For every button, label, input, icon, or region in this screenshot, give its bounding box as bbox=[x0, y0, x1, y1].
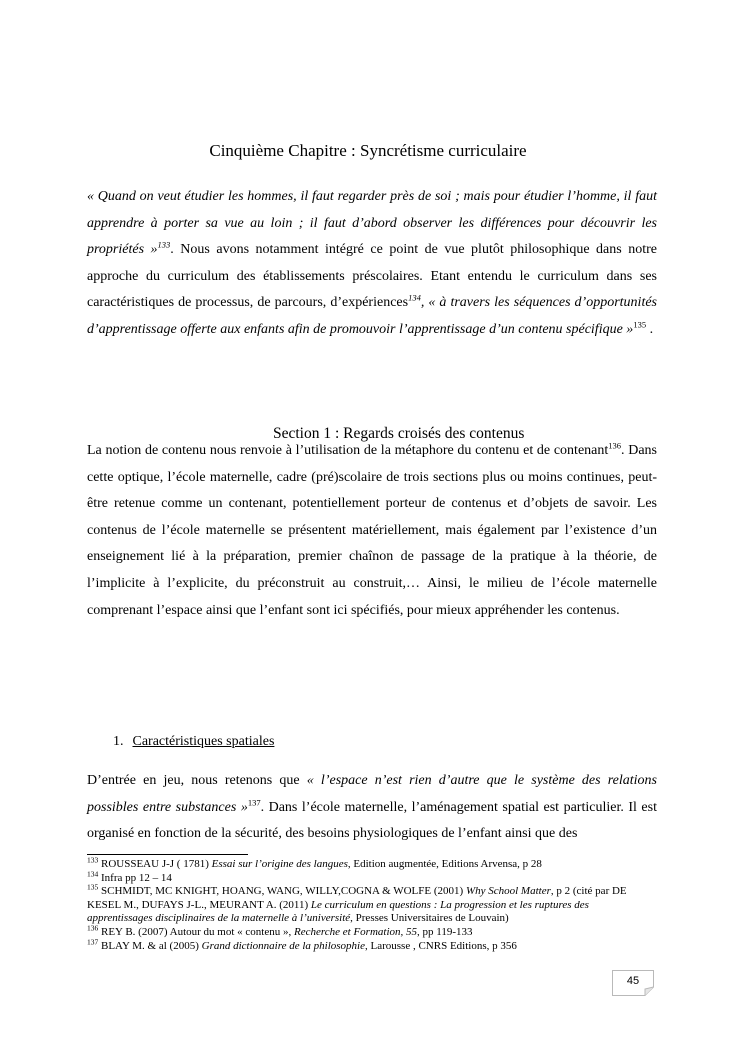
page-number: 45 bbox=[626, 975, 640, 987]
list-heading bbox=[113, 734, 274, 750]
rousseau-quote: « Quand on veut étudier les hommes, il faut regarder près de soi ; mais pour étudier l’homme, il faut apprendre à porter sa vue au loin ; il faut d’abord observer les différences pour découvrir les propriétés » bbox=[87, 189, 657, 258]
section-title: Section 1 : Regards croisés des contenus bbox=[273, 425, 525, 442]
footnote-ref-136[interactable]: 136 bbox=[608, 440, 622, 451]
footnote-ref-133[interactable]: 133 bbox=[157, 239, 171, 250]
footnote-separator bbox=[87, 854, 248, 855]
chapter-title: Cinquième Chapitre : Syncrétisme curriculaire bbox=[209, 141, 527, 160]
list-heading-label: Caractéristiques spatiales bbox=[132, 734, 275, 749]
page-number-box bbox=[612, 970, 654, 996]
spatial-paragraph: D’entrée en jeu, nous retenons que « l’espace n’est rien d’autre que le système des relations possibles entre substances »$^{137}$. Dans l’école maternelle, l’aménagement spatial est particulier. Il est organisé en fonction de la sécurité, des besoins physiologiques de l’enfant ainsi que des bbox=[87, 773, 658, 842]
intro-paragraph: « Quand on veut étudier les hommes, il faut regarder près de soi ; mais pour étudier l’homme, il faut apprendre à porter sa vue au loin ; il faut d’abord observer les différences pour découvrir les propriétés »$^{133}$. Nous avons notamment intégré ce point de vue plutôt philosophique dans notre approche du curriculum des établissements préscolaires. Etant entendu le curriculum dans ses caractéristiques de processus, de parcours, d’expériences$^{134}$, « à travers les séquences d’opportunités d’apprentissage offerte aux enfants afin de promouvoir l’apprentissage d’un contenu spécifique »$^{135}$ . bbox=[87, 189, 657, 337]
section-paragraph: La notion de contenu nous renvoie à l’utilisation de la métaphore du contenu et de contenant$^{136}$. Dans cette optique, l’école maternelle, cadre (pré)scolaire de trois sections plus ou moins continues, peut-être retenue comme un contenant, potentiellement porteur de contenus et d’objets de savoir. Les contenus de l’école maternelle se présentent matériellement, mais également par l’existence d’un enseignement lié à la préparation, premier chaînon de passage de la pratique à la théorie, de l’implicite à l’explicite, du préconstruit au construit,… Ainsi, le milieu de l’école maternelle comprenant l’espace ainsi que l’enfant sont ici spécifiés, pour mieux appréhender les contenus. bbox=[87, 440, 657, 618]
footnote-ref-137[interactable]: 137 bbox=[247, 796, 261, 807]
footnotes bbox=[87, 855, 657, 953]
schmidt-quote: « à travers les séquences d’opportunités d’apprentissage offerte aux enfants afin de promouvoir l’apprentissage d’un contenu spécifique » bbox=[87, 295, 657, 337]
footnote-135: $^{135}$ SCHMIDT, MC KNIGHT, HOANG, WANG, WILLY,COGNA & WOLFE (2001) Why School Matter, p 2 (cité par DE KESEL M., DUFAYS J-L., MEURANT A. (2011) Le curriculum en questions : La progression et les ruptures des apprentissages disciplinaires de la maternelle à l’université, Presses Universitaires de Louvain) bbox=[87, 882, 627, 925]
blay-quote: « l’espace n’est rien d’autre que le système des relations possibles entre substances » bbox=[87, 773, 658, 815]
footnote-137: $^{137}$ BLAY M. & al (2005) Grand dictionnaire de la philosophie, Larousse , CNRS Editions, p 356 bbox=[87, 936, 517, 952]
footnote-ref-134[interactable]: 134 bbox=[408, 292, 421, 303]
footnote-136: $^{136}$ REY B. (2007) Autour du mot « contenu », Recherche et Formation, 55, pp 119-133 bbox=[87, 923, 473, 938]
list-number: 1. bbox=[113, 734, 124, 749]
footnote-134: $^{134}$ Infra pp 12 – 14 bbox=[87, 868, 172, 884]
footnote-133: $^{133}$ ROUSSEAU J-J ( 1781) Essai sur l’origine des langues, Edition augmentée, Editions Arvensa, p 28 bbox=[87, 855, 542, 870]
footnote-ref-135[interactable]: 135 bbox=[633, 319, 647, 330]
